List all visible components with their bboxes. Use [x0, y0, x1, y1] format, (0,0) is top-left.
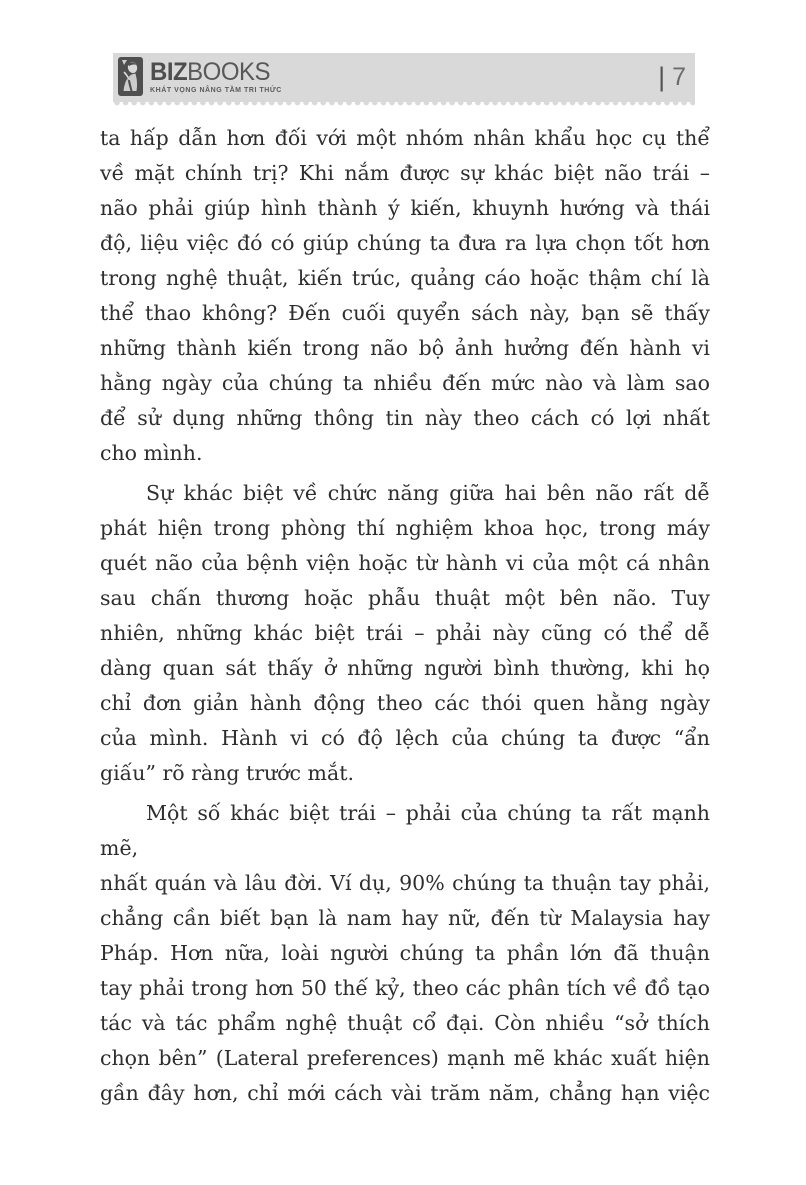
text-line: nhất quán và lâu đời. Ví dụ, 90% chúng ta thuận tay phải, — [100, 871, 710, 895]
text-line: hằng ngày của chúng ta nhiều đến mức nào và làm sao — [100, 371, 710, 395]
text-line: chọn bên” (Lateral preferences) mạnh mẽ khác xuất hiện — [100, 1046, 710, 1070]
text-line: thể thao không? Đến cuối quyển sách này, bạn sẽ thấy — [100, 301, 710, 325]
brand-name-bold: BIZ — [150, 57, 188, 87]
text-line: để sử dụng những thông tin này theo cách có lợi nhất — [100, 406, 710, 430]
page-header — [113, 53, 695, 102]
text-line: quét não của bệnh viện hoặc từ hành vi của một cá nhân — [100, 551, 710, 575]
text-line: sau chấn thương hoặc phẫu thuật một bên não. Tuy — [100, 586, 710, 610]
brand-tagline: KHÁT VỌNG NÂNG TẦM TRI THỨC — [150, 87, 282, 94]
page-number — [658, 53, 686, 102]
text-line: trong nghệ thuật, kiến trúc, quảng cáo hoặc thậm chí là — [100, 266, 710, 290]
text-line: về mặt chính trị? Khi nắm được sự khác biệt não trái – — [100, 161, 710, 185]
text-line: giấu” rõ ràng trước mắt. — [100, 761, 354, 785]
text-line: Sự khác biệt về chức năng giữa hai bên não rất dễ — [146, 481, 710, 505]
text-line: não phải giúp hình thành ý kiến, khuynh hướng và thái — [100, 196, 710, 220]
text-line: tác và tác phẩm nghệ thuật cổ đại. Còn nhiều “sở thích — [100, 1011, 710, 1035]
text-line: của mình. Hành vi có độ lệch của chúng ta được “ẩn — [100, 726, 710, 750]
text-line: phát hiện trong phòng thí nghiệm khoa học, trong máy — [100, 516, 710, 540]
text-line: ta hấp dẫn hơn đối với một nhóm nhân khẩu học cụ thể — [100, 126, 710, 150]
page-number-separator: | — [658, 62, 666, 92]
bizbooks-logo-icon — [118, 57, 143, 96]
page-body — [100, 121, 710, 1111]
paragraph — [100, 476, 710, 791]
text-line: độ, liệu việc đó có giúp chúng ta đưa ra lựa chọn tốt hơn — [100, 231, 710, 255]
text-line: chẳng cần biết bạn là nam hay nữ, đến từ Malaysia hay — [100, 906, 710, 930]
publisher-brand — [118, 57, 282, 96]
text-line: tay phải trong hơn 50 thế kỷ, theo các phân tích về đồ tạo — [100, 976, 710, 1000]
paragraph — [100, 121, 710, 471]
brand-name — [150, 57, 282, 87]
brand-text — [150, 57, 282, 94]
text-line: chỉ đơn giản hành động theo các thói quen hằng ngày — [100, 691, 710, 715]
text-line: Một số khác biệt trái – phải của chúng ta rất mạnh mẽ, — [100, 801, 710, 860]
page-number-value: 7 — [672, 63, 686, 91]
paragraph — [100, 796, 710, 1111]
text-line: gần đây hơn, chỉ mới cách vài trăm năm, chẳng hạn việc — [100, 1081, 710, 1105]
text-line: cho mình. — [100, 441, 203, 465]
text-line: những thành kiến trong não bộ ảnh hưởng đến hành vi — [100, 336, 710, 360]
brand-name-light: BOOKS — [187, 57, 271, 87]
text-line: Pháp. Hơn nữa, loài người chúng ta phần lớn đã thuận — [100, 941, 710, 965]
text-line: dàng quan sát thấy ở những người bình thường, khi họ — [100, 656, 710, 680]
text-line: nhiên, những khác biệt trái – phải này cũng có thể dễ — [100, 621, 710, 645]
